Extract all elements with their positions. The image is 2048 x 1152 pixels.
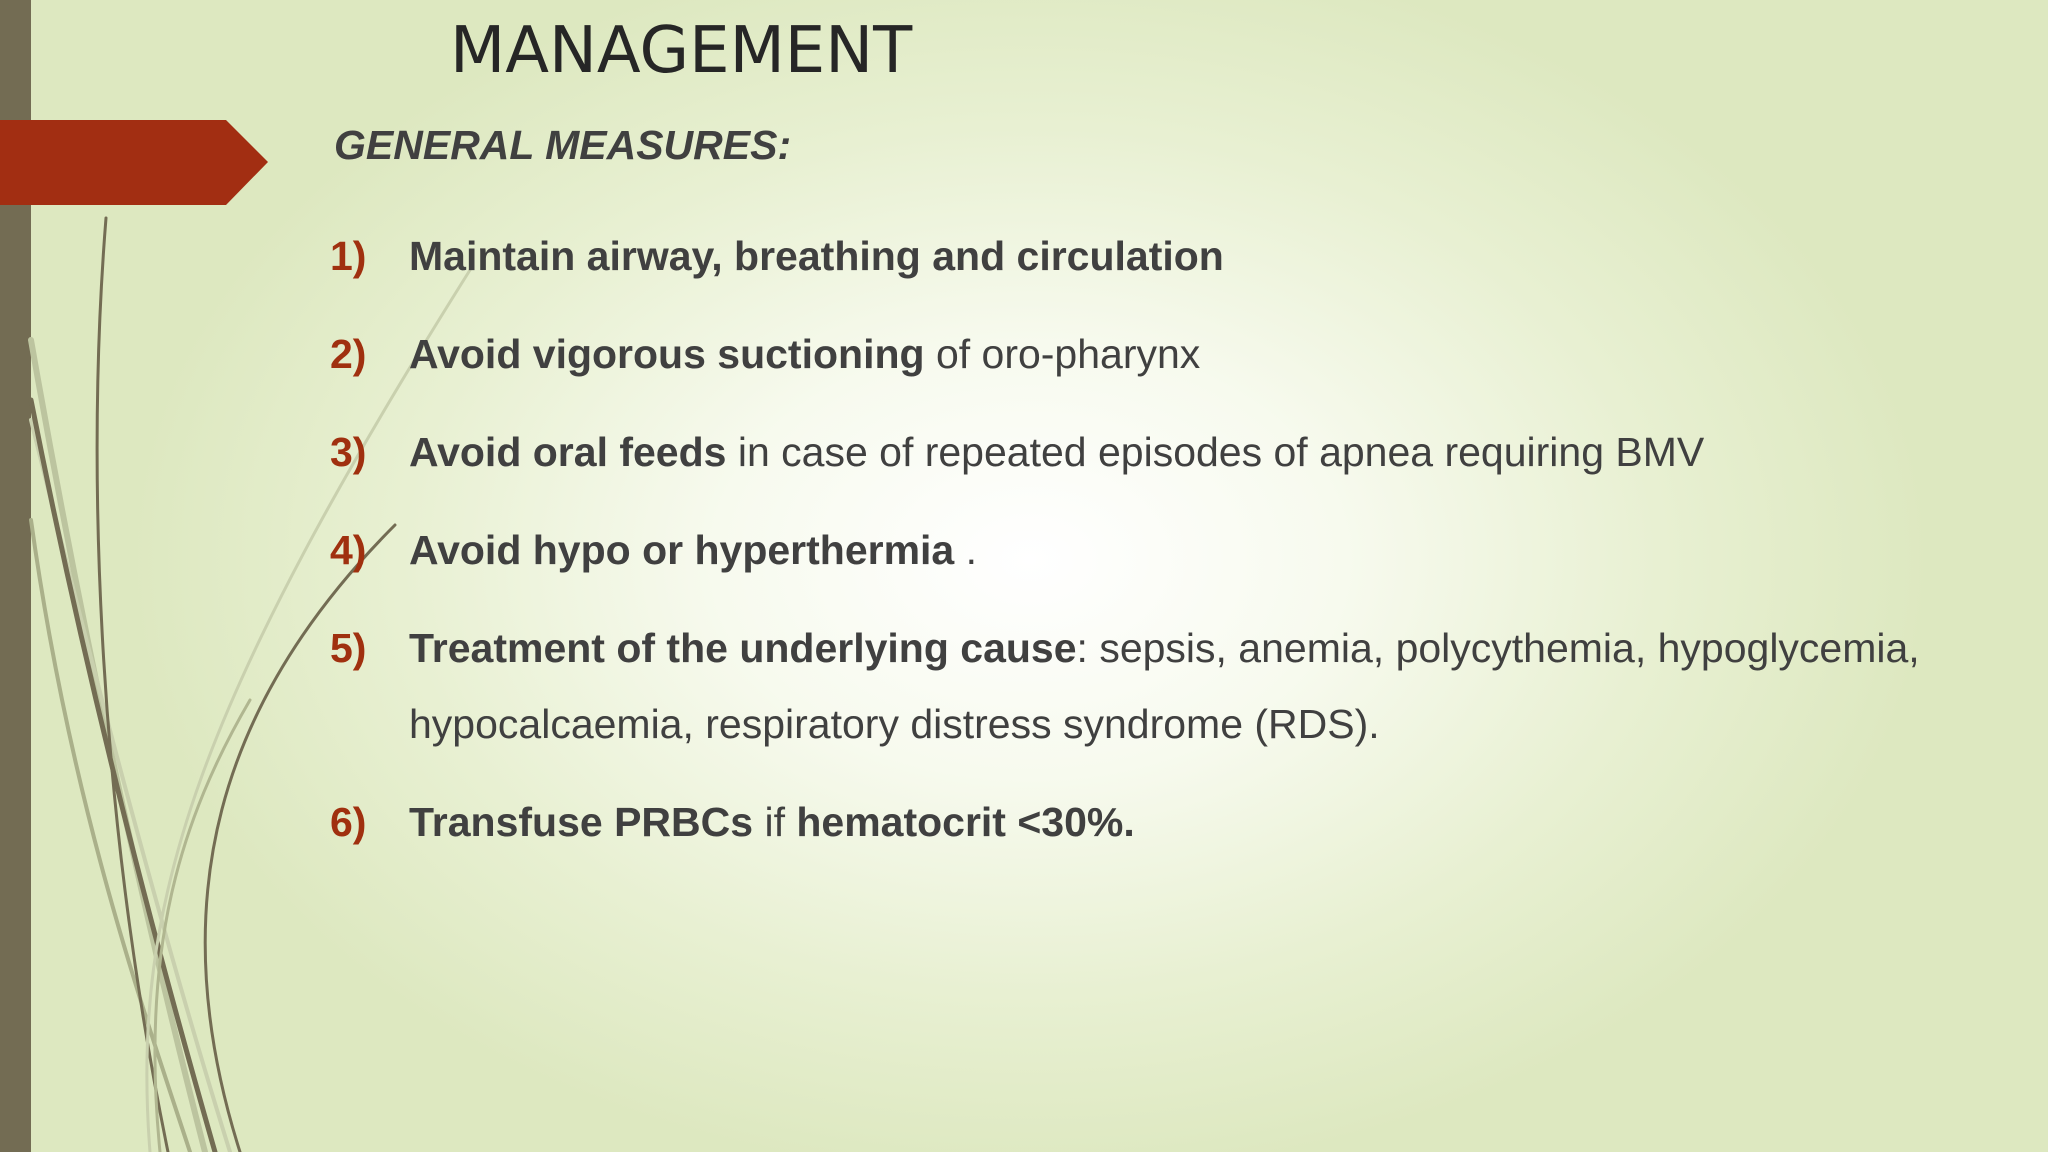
page-title: MANAGEMENT (450, 14, 913, 88)
list-item-number: 6) (330, 799, 367, 845)
title-arrow-banner (0, 120, 268, 205)
list-item (330, 610, 2030, 762)
list-item (330, 784, 2030, 860)
list-item-bold-text: Avoid oral feeds (409, 429, 727, 475)
list-item-bold-text: Avoid hypo or hyperthermia (409, 527, 955, 573)
list-item-bold-text: Treatment of the underlying cause (409, 625, 1077, 671)
list-item-bold-text: Transfuse PRBCs (409, 799, 754, 845)
list-item (330, 414, 2030, 490)
list-item (330, 218, 2030, 294)
list-item-text: : sepsis, anemia, polycythemia, hypoglycemia, hypocalcaemia, respiratory distress syndrome (RDS). (409, 625, 1920, 747)
list-item-number: 5) (330, 625, 367, 671)
list-item-number: 4) (330, 527, 367, 573)
list-item (330, 316, 2030, 392)
list-item-text: in case of repeated episodes of apnea requiring BMV (726, 429, 1705, 475)
list-item-number: 2) (330, 331, 367, 377)
list-item-text: of oro-pharynx (924, 331, 1201, 377)
list-item-bold-text: Maintain airway, breathing and circulation (409, 233, 1224, 279)
list-item-bold-text: Avoid vigorous suctioning (409, 331, 925, 377)
measures-list (330, 218, 2030, 882)
list-item-text: . (954, 527, 978, 573)
list-item-bold-text: hematocrit <30%. (796, 799, 1135, 845)
list-item-text: if (753, 799, 797, 845)
list-item (330, 512, 2030, 588)
section-subtitle: GENERAL MEASURES: (334, 122, 792, 168)
list-item-number: 1) (330, 233, 367, 279)
list-item-number: 3) (330, 429, 367, 475)
